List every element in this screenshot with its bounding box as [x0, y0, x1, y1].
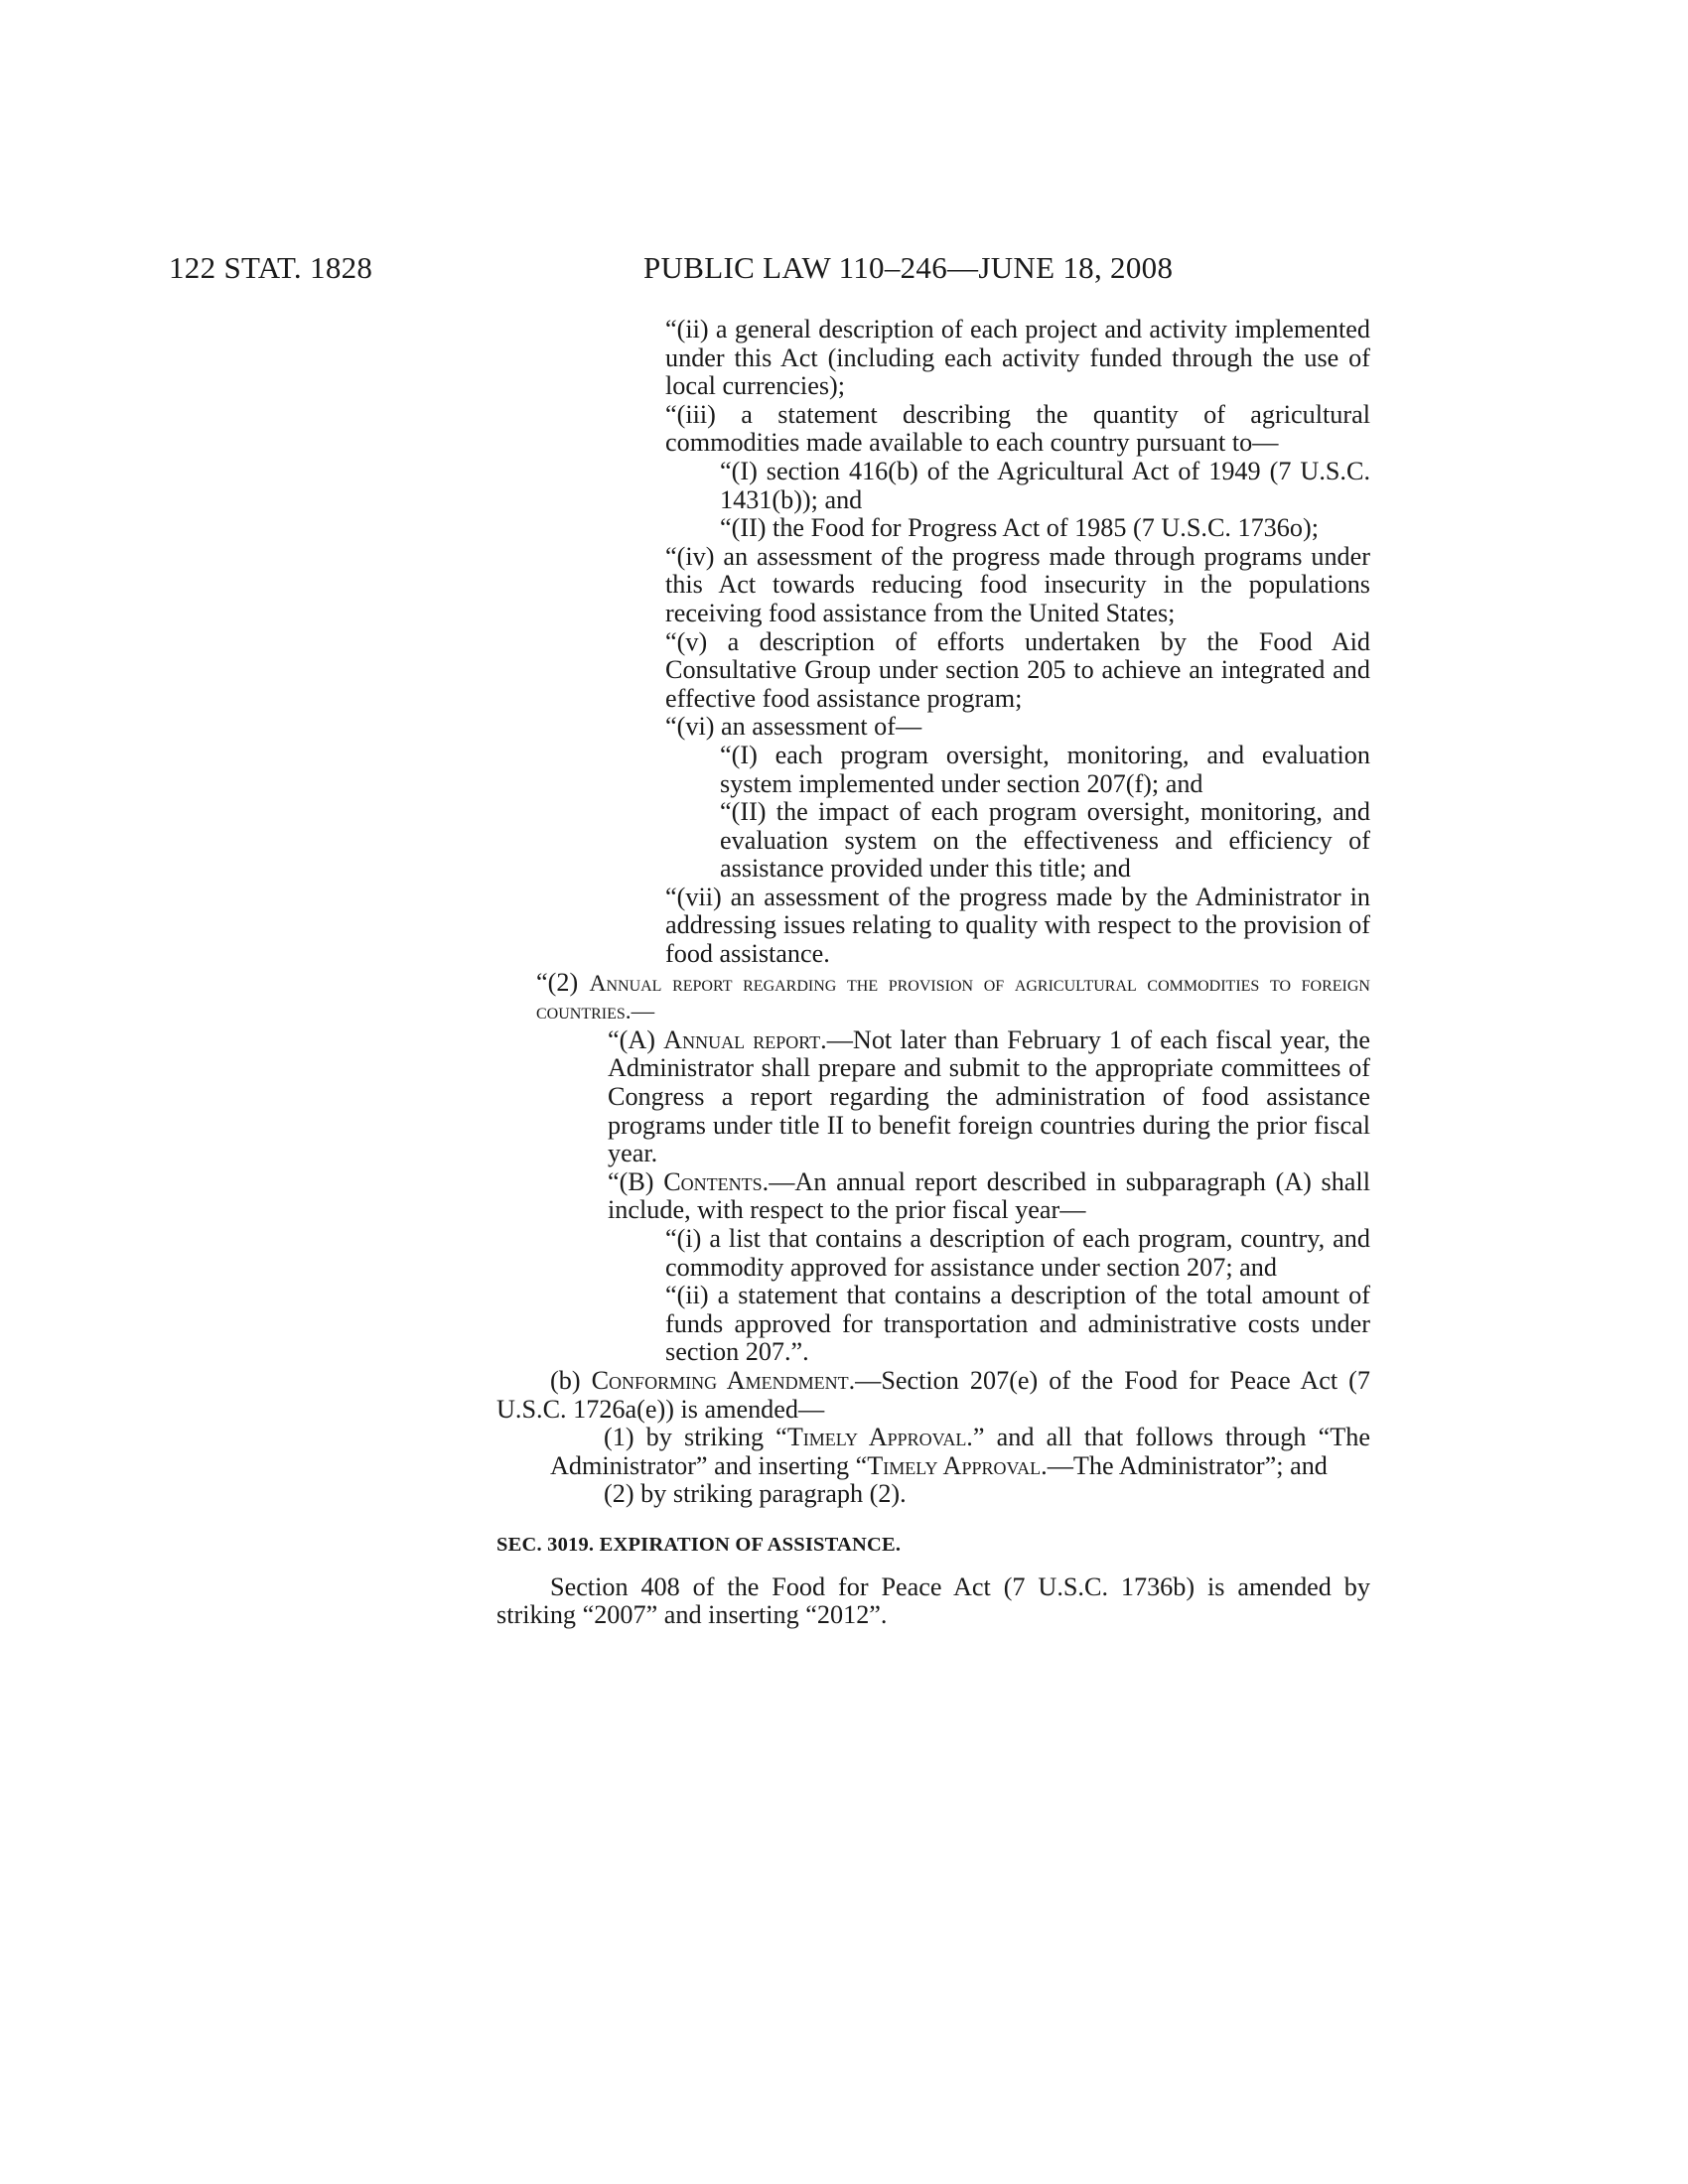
- subparagraph-B-contents: [608, 1168, 1370, 1225]
- amendment-item-1: [550, 1424, 1370, 1480]
- amendment-item-1-part-c: —The Administrator”; and: [1047, 1450, 1328, 1480]
- paragraph-2-annual-report-heading: [536, 969, 1370, 1026]
- subclause-II-impact: “(II) the impact of each program oversight, monitoring, and evaluation system on the effectiveness and efficiency of assistance provided under this title; and: [720, 797, 1370, 884]
- section-3019-heading: SEC. 3019. EXPIRATION OF ASSISTANCE.: [496, 1533, 902, 1556]
- subclause-I-section-416b: “(I) section 416(b) of the Agricultural Act of 1949 (7 U.S.C. 1431(b)); and: [720, 456, 1370, 514]
- amendment-item-1-part-b: ” and all that follows through “The Administrator” and inserting “: [550, 1423, 1370, 1480]
- subparagraph-A-number: “(A): [608, 1024, 664, 1054]
- subparagraph-A-text: —Not later than February 1 of each fiscal year, the Administrator shall prepare and submit to the appropriate committees of Congress a report regarding the administration of food assistance programs under title II to benefit foreign countries during the prior fiscal year.: [608, 1024, 1370, 1168]
- subsection-b-number: (b): [550, 1365, 592, 1395]
- paragraph-2-dash: —: [631, 999, 655, 1025]
- clause-iii-quantity-statement: “(iii) a statement describing the quantity of agricultural commodities made available to each country pursuant to—: [665, 399, 1370, 458]
- clause-iv-progress-assessment: “(iv) an assessment of the progress made through programs under this Act towards reducing food insecurity in the populations receiving food assistance from the United States;: [665, 541, 1370, 627]
- amendment-item-1-timely-approval-1: Timely Approval.: [786, 1423, 973, 1452]
- section-3019-text: Section 408 of the Food for Peace Act (7 U.S.C. 1736b) is amended by striking “2007” and inserting “2012”.: [496, 1571, 1370, 1630]
- subparagraph-A-annual-report: [608, 1026, 1370, 1168]
- paragraph-2-number: “(2): [536, 967, 590, 997]
- amendment-item-2: (2) by striking paragraph (2).: [604, 1479, 907, 1509]
- amendment-item-1-timely-approval-2: Timely Approval.: [867, 1450, 1048, 1480]
- amendment-item-1-part-a: (1) by striking “: [604, 1423, 787, 1452]
- document-body: [496, 316, 1370, 1630]
- running-header-title: PUBLIC LAW 110–246—JUNE 18, 2008: [643, 250, 1174, 285]
- stat-reference: 122 STAT. 1828: [169, 250, 373, 285]
- paragraph-2-caption: Annual report regarding the provision of agricultural commodities to foreign countries.: [536, 970, 1370, 1025]
- subparagraph-B-number: “(B): [608, 1166, 664, 1196]
- subclause-II-food-for-progress: “(II) the Food for Progress Act of 1985 (7 U.S.C. 1736o);: [720, 513, 1319, 543]
- clause-v-consultative-group: “(v) a description of efforts undertaken by the Food Aid Consultative Group under section 205 to achieve an integrated and effective food assistance program;: [665, 626, 1370, 713]
- clause-ii-funds-statement: “(ii) a statement that contains a description of the total amount of funds approved for transportation and administrative costs under section 207.”.: [665, 1281, 1370, 1367]
- clause-ii-general-description: “(ii) a general description of each project and activity implemented under this Act (including each activity funded through the use of local currencies);: [665, 315, 1370, 401]
- subparagraph-B-text: —An annual report described in subparagraph (A) shall include, with respect to the prior fiscal year—: [608, 1166, 1370, 1225]
- subparagraph-A-caption: Annual report.: [663, 1024, 827, 1054]
- subparagraph-B-caption: Contents.: [663, 1166, 770, 1196]
- subclause-I-oversight-system: “(I) each program oversight, monitoring, and evaluation system implemented under section 207(f); and: [720, 740, 1370, 798]
- clause-vii-quality-issues: “(vii) an assessment of the progress made by the Administrator in addressing issues relating to quality with respect to the provision of food assistance.: [665, 882, 1370, 969]
- clause-i-list-description: “(i) a list that contains a description of each program, country, and commodity approved for assistance under section 207; and: [665, 1224, 1370, 1282]
- subsection-b-text: —Section 207(e) of the Food for Peace Act (7 U.S.C. 1726a(e)) is amended—: [496, 1365, 1370, 1424]
- subsection-b-conforming-amendment: [496, 1367, 1370, 1424]
- subsection-b-caption: Conforming Amendment.: [591, 1365, 856, 1395]
- clause-vi-assessment-of: “(vi) an assessment of—: [665, 712, 922, 742]
